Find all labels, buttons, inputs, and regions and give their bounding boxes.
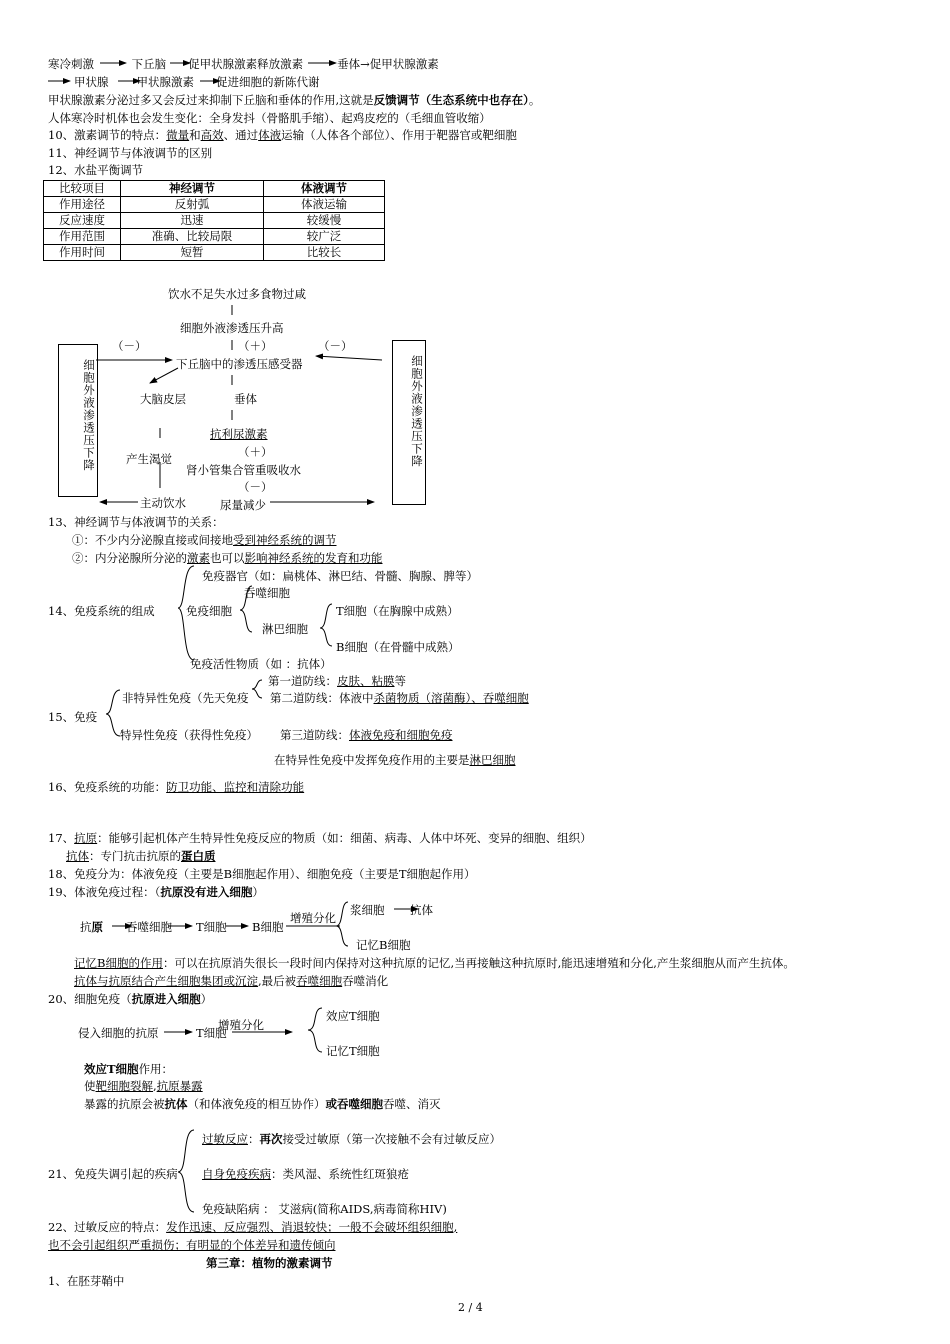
t-cell: T细胞（在胸腺中成熟） <box>336 604 459 618</box>
immune-cell: 免疫细胞 <box>186 604 232 618</box>
relation-item-1: ①：不少内分泌腺直接或间接地受到神经系统的调节 <box>72 533 337 547</box>
water-trigger: 饮水不足失水过多食物过咸 <box>168 287 306 301</box>
pituitary: 垂体 <box>234 392 257 406</box>
table-cell: 迅速 <box>121 213 264 229</box>
allergy: 过敏反应：再次接受过敏原（第一次接触不会有过敏反应） <box>202 1132 501 1146</box>
heading-18: 18、免疫分为：体液免疫（主要是B细胞起作用）、细胞免疫（主要是T细胞起作用） <box>48 867 476 881</box>
chapter-title: 第三章：植物的激素调节 <box>206 1256 333 1270</box>
antigen-definition: 17、抗原：能够引起机体产生特异性免疫反应的物质（如：细菌、病毒、人体中坏死、变异的细胞、组织） <box>48 831 592 845</box>
active-substance: 免疫活性物质（如 ：抗体） <box>190 657 332 671</box>
cellular-proliferation: 增殖分化 <box>218 1018 264 1032</box>
lymphocyte: 淋巴细胞 <box>262 622 308 636</box>
table-cell: 短暂 <box>121 245 264 261</box>
heading-20: 20、细胞免疫（抗原进入细胞） <box>48 992 213 1006</box>
cerebral-cortex: 大脑皮层 <box>140 392 186 406</box>
plus-label-1: （＋） <box>238 339 273 353</box>
invading-antigen: 侵入细胞的抗原 <box>78 1026 159 1040</box>
page-number: 2 / 4 <box>458 1301 483 1314</box>
autoimmune-disease: 自身免疫疾病：类风湿、系统性红斑狼疮 <box>202 1167 409 1181</box>
plus-label-2: （＋） <box>238 445 273 459</box>
relation-item-2: ②：内分泌腺所分泌的激素也可以影响神经系统的发育和功能 <box>72 551 383 565</box>
table-cell: 体液运输 <box>264 197 385 213</box>
humoral-t-cell: T细胞 <box>196 920 227 934</box>
active-drinking: 主动饮水 <box>140 496 186 510</box>
thirst: 产生渴觉 <box>126 452 172 466</box>
heading-14: 14、免疫系统的组成 <box>48 604 155 618</box>
table-cell: 较广泛 <box>264 229 385 245</box>
humoral-phagocyte: 吞噬细胞 <box>126 920 172 934</box>
table-cell: 反射弧 <box>121 197 264 213</box>
first-defense: 第一道防线：皮肤、粘膜等 <box>268 674 406 688</box>
urine-reduced: 尿量减少 <box>220 498 266 512</box>
humoral-proliferation: 增殖分化 <box>290 911 336 925</box>
heading-16: 16、免疫系统的功能：防卫功能、监控和清除功能 <box>48 780 305 794</box>
cellular-t-cell: T细胞 <box>196 1026 227 1040</box>
table-header: 神经调节 <box>121 181 264 197</box>
antibody-output: 抗体 <box>410 903 433 917</box>
thyroid-line-2: 甲状腺 甲状腺激素 促进细胞的新陈代谢 <box>74 75 320 89</box>
adh-hormone: 抗利尿激素 <box>210 427 268 441</box>
cold-response-line: 人体寒冷时机体也会发生变化：全身发抖（骨骼肌手缩）、起鸡皮疙的（毛细血管收缩） <box>48 111 491 125</box>
humoral-b-cell: B细胞 <box>252 920 284 934</box>
heading-13: 13、神经调节与体液调节的关系： <box>48 515 224 529</box>
memory-b-function: 记忆B细胞的作用：可以在抗原消失很长一段时间内保持对这种抗原的记忆,当再接触这种抗原时,能迅速增殖和分化,产生浆细胞从而产生抗体。 <box>74 956 795 970</box>
table-cell: 作用时间 <box>44 245 121 261</box>
feedback-line: 甲状腺激素分泌过多又会反过来抑制下丘脑和垂体的作用,这就是反馈调节（生态系统中也存在）。 <box>48 93 541 107</box>
table-header: 体液调节 <box>264 181 385 197</box>
allergy-features-cont: 也不会引起组织严重损伤；有明显的个体差异和遗传倾向 <box>48 1238 336 1252</box>
table-cell: 比较长 <box>264 245 385 261</box>
antibody-definition: 抗体：专门抗击抗原的蛋白质 <box>66 849 216 863</box>
minus-label-2: （－） <box>238 480 273 494</box>
effector-t-cell: 效应T细胞 <box>326 1009 380 1023</box>
hormone-features-line: 10、激素调节的特点：微量和高效、通过体液运输（人体各个部位）、作用于靶器官或靶细胞 <box>48 128 517 142</box>
humoral-antigen: 抗原 <box>80 920 103 934</box>
target-lysis: 使靶细胞裂解,抗原暴露 <box>84 1079 203 1093</box>
memory-t-cell: 记忆T细胞 <box>326 1044 380 1058</box>
table-cell: 作用途径 <box>44 197 121 213</box>
thyroid-line-1: 寒冷刺激 下丘脑 促甲状腺激素释放激素 垂体→促甲状腺激素 <box>48 57 439 71</box>
immune-organ: 免疫器官（如：扁桃体、淋巴结、骨髓、胸腺、脾等） <box>202 569 478 583</box>
kidney-reabsorption: 肾小管集合管重吸收水 <box>186 463 301 477</box>
third-defense: 第三道防线：体液免疫和细胞免疫 <box>280 728 453 742</box>
b-cell: B细胞（在骨髓中成熟） <box>336 640 460 654</box>
heading-15: 15、免疫 <box>48 710 98 724</box>
effector-t-role: 效应T细胞作用： <box>84 1062 174 1076</box>
table-header: 比较项目 <box>44 181 121 197</box>
immunodeficiency: 免疫缺陷病 ： 艾滋病(简称AIDS,病毒简称HIV) <box>202 1202 447 1216</box>
osmotic-drop-box-left: 细胞外液渗透压下降 <box>58 344 98 497</box>
minus-label-left: （－） <box>112 339 147 353</box>
antigen-elimination: 暴露的抗原会被抗体（和体液免疫的相互协作）或吞噬细胞吞噬、消灭 <box>84 1097 441 1111</box>
specific-immunity: 特异性免疫（获得性免疫） <box>120 728 258 742</box>
heading-19: 19、体液免疫过程：（抗原没有进入细胞） <box>48 885 264 899</box>
osmotic-drop-box-right: 细胞外液渗透压下降 <box>392 340 426 505</box>
heading-11: 11、神经调节与体液调节的区别 <box>48 146 213 160</box>
osmoreceptor: 下丘脑中的渗透压感受器 <box>176 357 303 371</box>
allergy-features: 22、过敏反应的特点：发作迅速、反应强烈、消退较快；一般不会破坏组织细胞, <box>48 1220 458 1234</box>
section-1-heading: 1、在胚芽鞘中 <box>48 1274 125 1288</box>
table-cell: 作用范围 <box>44 229 121 245</box>
table-cell: 准确、比较局限 <box>121 229 264 245</box>
table-cell: 较缓慢 <box>264 213 385 229</box>
minus-label-right: （－） <box>318 339 353 353</box>
table-cell: 反应速度 <box>44 213 121 229</box>
heading-12: 12、水盐平衡调节 <box>48 163 144 177</box>
heading-21: 21、免疫失调引起的疾病 <box>48 1167 178 1181</box>
osmotic-rise: 细胞外液渗透压升高 <box>180 321 284 335</box>
second-defense: 第二道防线：体液中杀菌物质（溶菌酶）、吞噬细胞 <box>270 691 529 705</box>
phagocyte: 吞噬细胞 <box>244 586 290 600</box>
memory-b-cell: 记忆B细胞 <box>356 938 411 952</box>
nonspecific-immunity: 非特异性免疫（先天免疫 <box>122 691 249 705</box>
plasma-cell: 浆细胞 <box>350 903 385 917</box>
lymphocyte-note: 在特异性免疫中发挥免疫作用的主要是淋巴细胞 <box>274 753 516 767</box>
antigen-antibody-binding: 抗体与抗原结合产生细胞集团或沉淀,最后被吞噬细胞吞噬消化 <box>74 974 389 988</box>
